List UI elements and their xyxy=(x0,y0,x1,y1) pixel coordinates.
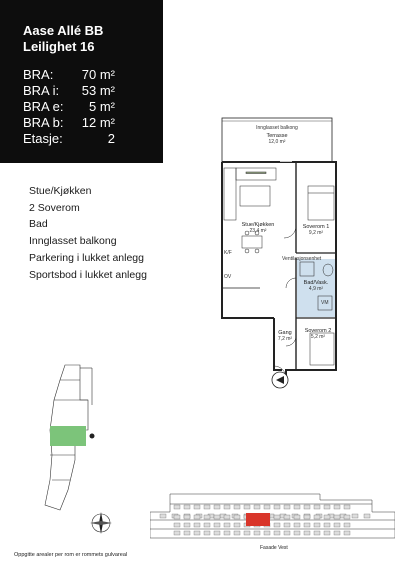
facade-window xyxy=(214,515,220,519)
facade-window xyxy=(224,523,230,527)
facade-window xyxy=(294,515,300,519)
facade-window xyxy=(174,515,180,519)
facade-window xyxy=(264,531,270,535)
facade-window xyxy=(334,515,340,519)
room-area-living: 23,4 m² xyxy=(249,228,267,234)
facade-window xyxy=(224,515,230,519)
spec-value-floor: 2 xyxy=(107,131,115,146)
spec-label-floor: Etasje: xyxy=(23,131,63,146)
spec-label-bra-i: BRA i: xyxy=(23,83,60,98)
facade-window xyxy=(314,505,320,509)
facade-window xyxy=(214,505,220,509)
facade-window xyxy=(244,531,250,535)
feature-item: Bad xyxy=(29,218,48,231)
room-name-bed1: Soverom 1 xyxy=(302,224,330,230)
facade-window xyxy=(224,505,230,509)
facade-window xyxy=(234,523,240,527)
facade-window xyxy=(274,523,280,527)
facade-window xyxy=(364,514,370,518)
facade-window xyxy=(174,531,180,535)
facade-window xyxy=(304,523,310,527)
unit-title: Leilighet 16 xyxy=(23,39,95,54)
facade-window xyxy=(294,531,300,535)
facade-window xyxy=(264,505,270,509)
facade-window xyxy=(314,531,320,535)
unit-highlight xyxy=(50,426,86,446)
footnote: Oppgitte arealer per rom er rommets gulvareal xyxy=(14,552,128,558)
spec-label-bra-e: BRA e: xyxy=(23,99,64,114)
facade-window xyxy=(284,523,290,527)
unit-highlight-facade xyxy=(246,513,270,526)
facade-window xyxy=(204,523,210,527)
tag-ov: OV xyxy=(224,274,232,280)
facade-window xyxy=(334,531,340,535)
facade-window xyxy=(224,531,230,535)
spec-label-bra-b: BRA b: xyxy=(23,115,64,130)
facade-window xyxy=(184,515,190,519)
spec-value-bra-i: 53 m² xyxy=(81,83,115,98)
site-plan xyxy=(20,360,130,520)
compass-icon xyxy=(88,510,114,536)
spec-value-bra-b: 12 m² xyxy=(81,115,115,130)
facade-window xyxy=(284,531,290,535)
facade-window xyxy=(274,515,280,519)
room-area-bed2: 5,2 m² xyxy=(310,334,326,340)
facade-window xyxy=(344,515,350,519)
spec-value-bra: 70 m² xyxy=(81,67,115,82)
floor-plan xyxy=(200,108,360,398)
tag-ventilation: Ventilasjonsenhet xyxy=(282,256,322,262)
room-name-bed2: Soverom 2 xyxy=(304,328,332,334)
facade-window xyxy=(294,523,300,527)
facade-window xyxy=(184,531,190,535)
facade-window xyxy=(204,505,210,509)
room-name-hall: Gang xyxy=(278,330,292,336)
facade-window xyxy=(344,523,350,527)
facade-window xyxy=(214,531,220,535)
dining-table xyxy=(242,236,262,248)
outer-wall-left xyxy=(222,162,274,318)
spec-value-bra-e: 5 m² xyxy=(89,99,115,114)
facade-window xyxy=(214,523,220,527)
room-name-bath: Bad/Vask. xyxy=(303,280,329,286)
facade-window xyxy=(204,531,210,535)
facade-window xyxy=(160,514,166,518)
facade-window xyxy=(344,505,350,509)
balcony-note: Innglasset balkong xyxy=(256,125,298,131)
facade-window xyxy=(244,505,250,509)
room-name-terrace: Terrasse xyxy=(266,133,288,139)
feature-item: Innglasset balkong xyxy=(29,235,117,248)
facade-drawing xyxy=(150,486,395,544)
facade-window xyxy=(334,523,340,527)
facade-window xyxy=(344,531,350,535)
facade-window xyxy=(194,531,200,535)
facade-window xyxy=(294,505,300,509)
header-panel xyxy=(0,0,163,163)
feature-item: Sportsbod i lukket anlegg xyxy=(29,268,147,281)
facade-window xyxy=(234,515,240,519)
feature-list xyxy=(29,183,147,283)
facade-window xyxy=(194,515,200,519)
facade-window xyxy=(284,515,290,519)
facade-window xyxy=(324,505,330,509)
facade-window xyxy=(194,505,200,509)
facade-window xyxy=(174,505,180,509)
facade-window xyxy=(184,505,190,509)
spec-label-bra: BRA: xyxy=(23,67,54,82)
facade-window xyxy=(314,515,320,519)
facade-window xyxy=(284,505,290,509)
project-title: Aase Allé BB xyxy=(23,23,104,38)
facade-window xyxy=(304,515,310,519)
facade-window xyxy=(234,505,240,509)
facade-window xyxy=(324,531,330,535)
room-area-hall: 7,2 m² xyxy=(277,336,293,342)
facade-window xyxy=(274,505,280,509)
kitchen-counter xyxy=(224,168,236,220)
facade-window xyxy=(234,531,240,535)
facade-window xyxy=(274,531,280,535)
facade-window xyxy=(184,523,190,527)
facade-window xyxy=(194,523,200,527)
facade-caption: Fasade Vest xyxy=(260,545,288,551)
facade-window xyxy=(334,505,340,509)
facade-window xyxy=(324,515,330,519)
entrance-arrow-icon xyxy=(272,372,288,388)
feature-item: Parkering i lukket anlegg xyxy=(29,251,144,264)
facade-window xyxy=(304,505,310,509)
hall-wall-left xyxy=(274,318,282,370)
facade-window xyxy=(204,515,210,519)
facade-window xyxy=(314,523,320,527)
facade-window xyxy=(324,523,330,527)
room-name-living: Stue/Kjøkken xyxy=(241,222,275,228)
facade-window xyxy=(254,505,260,509)
tag-vm: VM xyxy=(321,300,329,306)
room-area-terrace: 12,0 m² xyxy=(268,139,286,145)
bed1-bed xyxy=(308,186,334,220)
feature-item: 2 Soverom xyxy=(29,201,80,214)
facade-window xyxy=(304,531,310,535)
facade-window xyxy=(352,514,358,518)
sofa xyxy=(236,168,276,180)
tag-kf: K/F xyxy=(224,250,232,256)
facade-window xyxy=(254,531,260,535)
room-area-bed1: 9,2 m² xyxy=(308,230,324,236)
facade-window xyxy=(174,523,180,527)
feature-item: Stue/Kjøkken xyxy=(29,185,92,197)
room-area-bath: 4,9 m² xyxy=(308,286,324,292)
